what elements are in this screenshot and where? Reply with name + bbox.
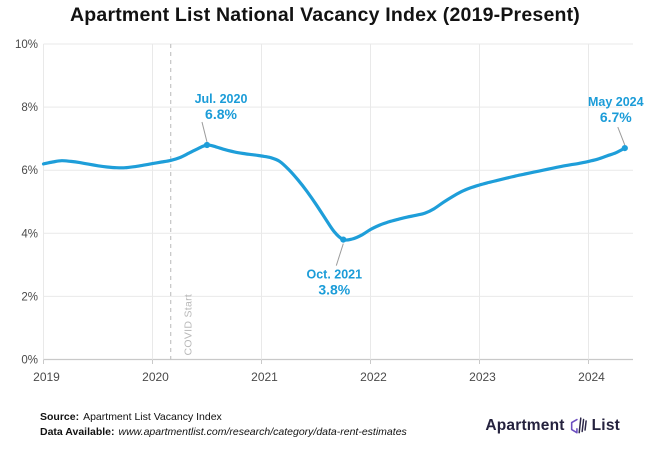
y-tick-label: 2%: [21, 291, 38, 304]
vacancy-series-line: [44, 145, 625, 240]
chart-title: Apartment List National Vacancy Index (2019-Present): [70, 4, 580, 26]
data-available-label: Data Available:: [40, 425, 115, 438]
logo-word-apartment: Apartment: [485, 416, 565, 434]
annotation-connector: [618, 127, 625, 145]
data-point-marker: [340, 237, 346, 243]
annotation-value: 6.8%: [205, 106, 237, 122]
annotation-value: 3.8%: [318, 281, 351, 298]
x-tick-label: 2024: [578, 370, 605, 384]
x-tick-label: 2019: [33, 370, 60, 384]
x-tick-label: 2020: [142, 370, 169, 384]
vacancy-index-line: [44, 145, 625, 240]
chart-gridlines: [44, 44, 634, 364]
annotation-value: 6.7%: [599, 109, 632, 126]
data-point-marker: [622, 145, 628, 151]
data-point-marker: [204, 142, 210, 148]
x-tick-label: 2022: [360, 370, 387, 384]
chart-axis-labels: [15, 39, 605, 384]
annotation-connector: [336, 244, 343, 266]
source-line: [40, 410, 407, 425]
data-available-line: [40, 425, 407, 440]
annotation-date: May 2024: [587, 95, 644, 110]
annotation-date: Oct. 2021: [306, 267, 363, 282]
apartment-list-logo: [485, 415, 620, 436]
y-tick-label: 6%: [21, 165, 38, 178]
y-tick-label: 8%: [21, 102, 38, 115]
y-tick-label: 4%: [21, 228, 38, 241]
logo-word-list: List: [591, 416, 620, 434]
x-tick-label: 2023: [469, 370, 496, 384]
y-tick-label: 10%: [14, 39, 38, 51]
source-text: Apartment List Vacancy Index: [83, 411, 222, 423]
apartment-list-logo-icon: [568, 415, 589, 436]
covid-start-marker: [171, 44, 195, 360]
y-tick-label: 0%: [21, 354, 38, 367]
x-tick-label: 2021: [251, 370, 278, 384]
annotation-date: Jul. 2020: [194, 92, 248, 106]
source-label: Source:: [40, 411, 80, 423]
source-note: [40, 410, 407, 439]
covid-start-label: COVID Start: [182, 293, 195, 356]
annotation-connector: [202, 122, 207, 142]
data-available-url[interactable]: www.apartmentlist.com/research/category/data-rent-estimates: [118, 425, 407, 438]
